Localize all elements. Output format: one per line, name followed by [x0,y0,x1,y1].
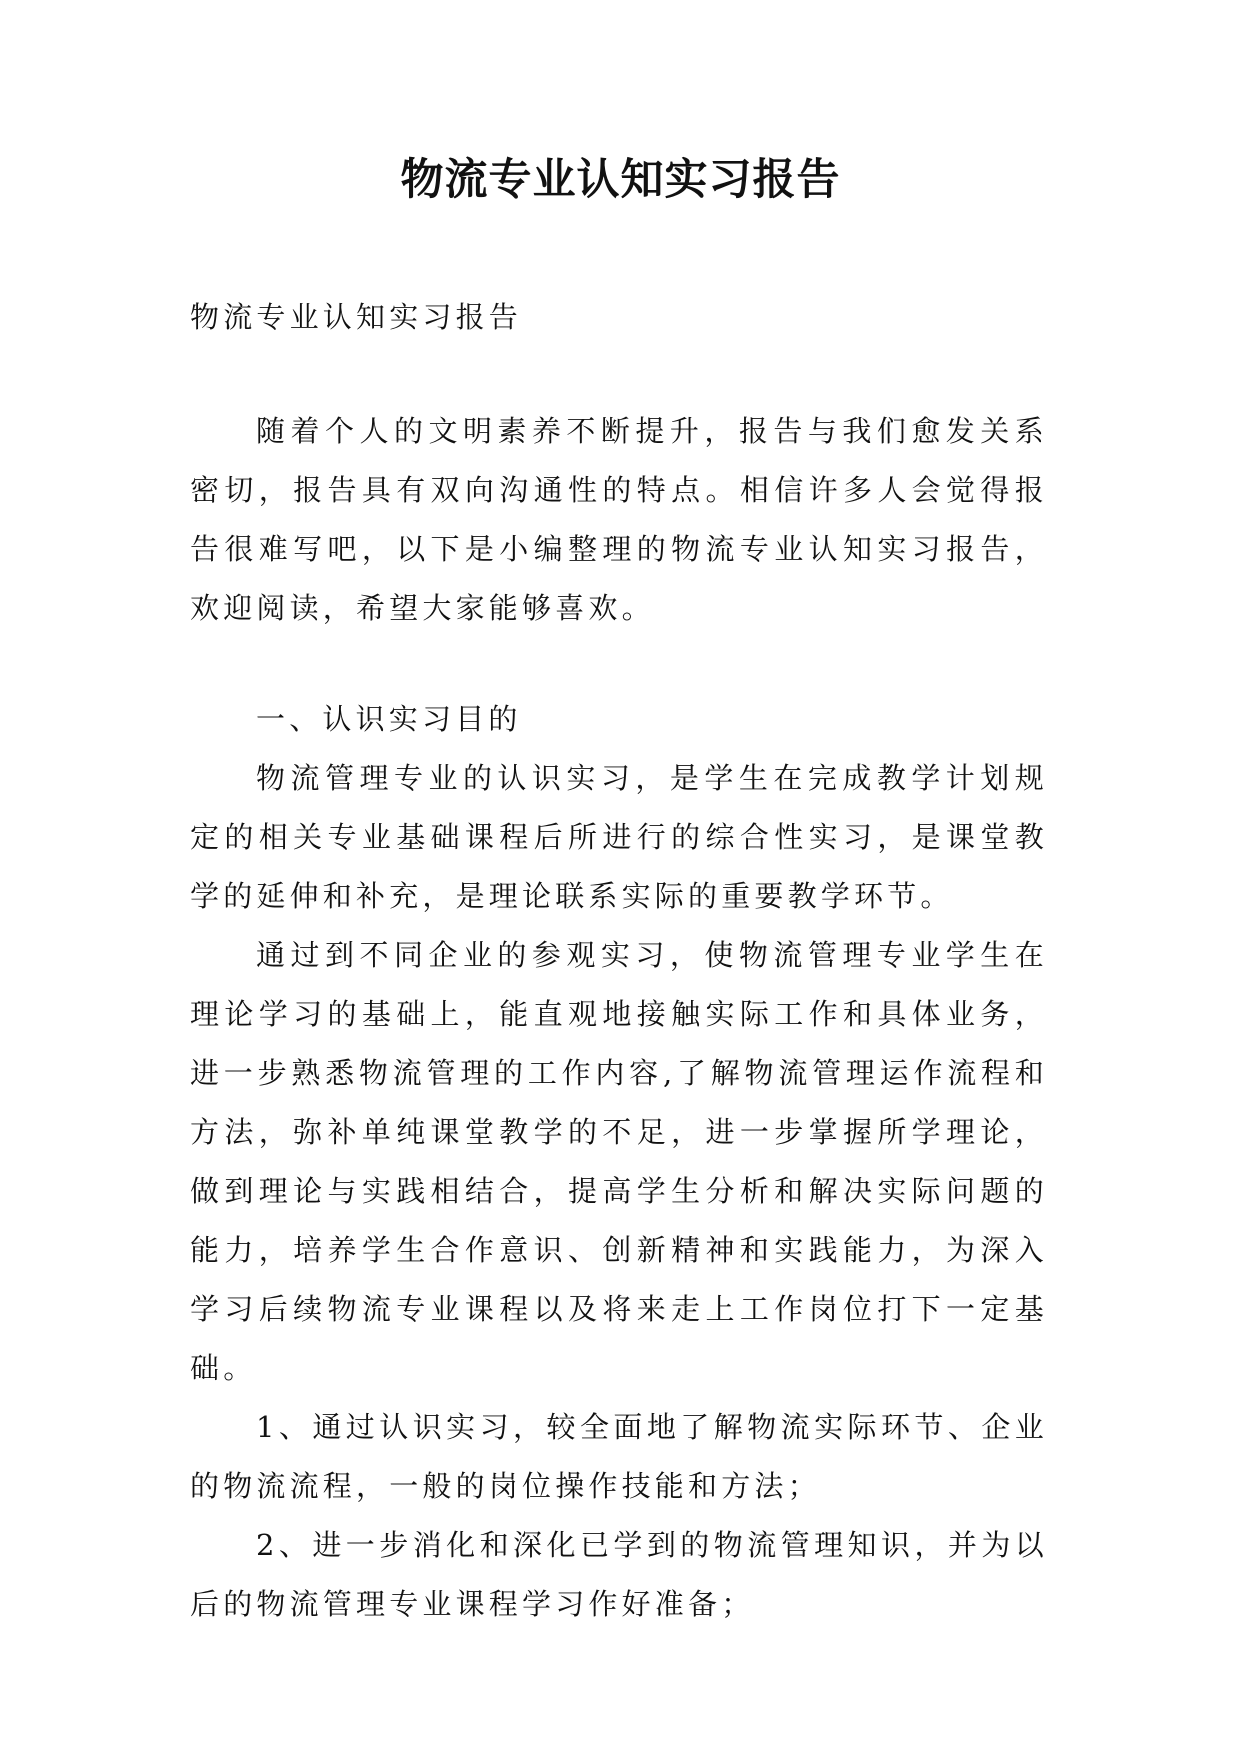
section-heading: 一、认识实习目的 [256,702,522,736]
intro-paragraph: 随着个人的文明素养不断提升，报告与我们愈发关系密切，报告具有双向沟通性的特点。相信许多人会觉得报告很难写吧，以下是小编整理的物流专业认知实习报告，欢迎阅读，希望大家能够喜欢。 [190,414,1048,625]
paragraph-1: 物流管理专业的认识实习，是学生在完成教学计划规定的相关专业基础课程后所进行的综合性实习，是课堂教学的延伸和补充，是理论联系实际的重要教学环节。 [190,761,1048,913]
intro-section [190,402,1048,638]
paragraph-2: 通过到不同企业的参观实习，使物流管理专业学生在理论学习的基础上，能直观地接触实际工作和具体业务，进一步熟悉物流管理的工作内容,了解物流管理运作流程和方法，弥补单纯课堂教学的不足，进一步掌握所学理论，做到理论与实践相结合，提高学生分析和解决实际问题的能力，培养学生合作意识、创新精神和实践能力，为深入学习后续物流专业课程以及将来走上工作岗位打下一定基础。 [190,938,1048,1385]
document-title: 物流专业认知实习报告 [400,155,841,205]
document-subtitle: 物流专业认知实习报告 [190,300,523,334]
list-item-1: 1、通过认识实习，较全面地了解物流实际环节、企业的物流流程，一般的岗位操作技能和方法； [190,1410,1048,1503]
list-item-2: 2、进一步消化和深化已学到的物流管理知识，并为以后的物流管理专业课程学习作好准备； [190,1528,1048,1621]
section-purpose [190,690,1048,1634]
